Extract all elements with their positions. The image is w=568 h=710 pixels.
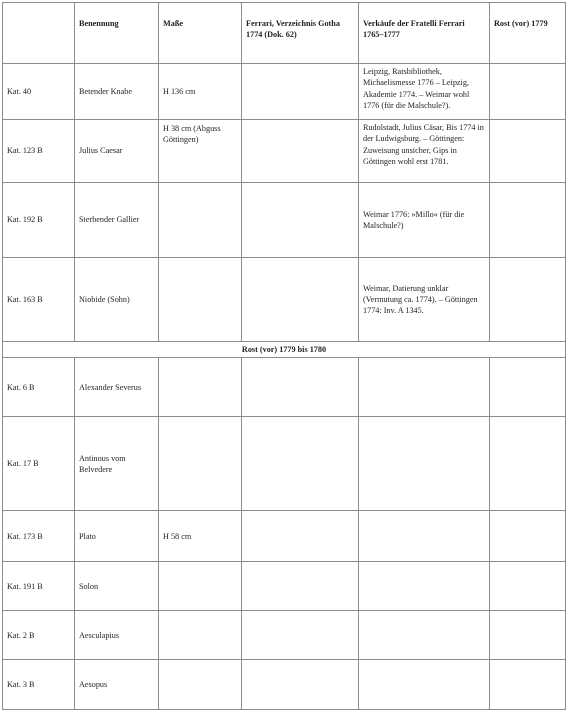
cell-kat: Kat. 17 B [3, 417, 75, 511]
cell-verkaeufe [359, 511, 490, 562]
cell-rost [490, 64, 566, 120]
header-ferrari: Ferrari, Verzeichnis Gotha 1774 (Dok. 62) [242, 3, 359, 64]
cell-ferrari [242, 120, 359, 183]
cell-ferrari [242, 64, 359, 120]
cell-name: Betender Knabe [75, 64, 159, 120]
cell-masse [159, 562, 242, 611]
cell-masse [159, 183, 242, 258]
cell-verkaeufe: Rudolstadt, Julius Cäsar, Bis 1774 in der Ludwigsburg. – Göttingen: Zuweisung unsicher, Gips in Göttingen wohl erst 1781. [359, 120, 490, 183]
cell-verkaeufe [359, 358, 490, 417]
cell-masse [159, 417, 242, 511]
cell-masse: H 136 cm [159, 64, 242, 120]
cell-masse [159, 358, 242, 417]
table-header [3, 3, 566, 64]
cell-masse [159, 611, 242, 660]
cell-rost [490, 511, 566, 562]
cell-name: Sterbender Gallier [75, 183, 159, 258]
cell-ferrari [242, 417, 359, 511]
header-verkaeufe: Verkäufe der Fratelli Ferrari 1765–1777 [359, 3, 490, 64]
cell-name: Alexander Severus [75, 358, 159, 417]
cell-verkaeufe: Leipzig, Ratsbibliothek, Michaelismesse 1776 – Leipzig, Akademie 1774. – Weimar wohl 1776 (für die Malschule?). [359, 64, 490, 120]
table-row [3, 611, 566, 660]
table-row [3, 417, 566, 511]
header-kat [3, 3, 75, 64]
cell-ferrari [242, 511, 359, 562]
cell-rost [490, 417, 566, 511]
cell-kat: Kat. 3 B [3, 660, 75, 710]
cell-name: Niobide (Sohn) [75, 258, 159, 342]
cell-verkaeufe [359, 660, 490, 710]
cell-kat: Kat. 163 B [3, 258, 75, 342]
section-row [3, 342, 566, 358]
cell-rost [490, 120, 566, 183]
table-row [3, 120, 566, 183]
table-row [3, 64, 566, 120]
cell-ferrari [242, 611, 359, 660]
cell-verkaeufe [359, 562, 490, 611]
cell-kat: Kat. 40 [3, 64, 75, 120]
cell-ferrari [242, 358, 359, 417]
table-row [3, 258, 566, 342]
table-row [3, 562, 566, 611]
cell-kat: Kat. 192 B [3, 183, 75, 258]
cell-verkaeufe [359, 611, 490, 660]
cell-kat: Kat. 2 B [3, 611, 75, 660]
header-row [3, 3, 566, 64]
header-masse: Maße [159, 3, 242, 64]
header-rost: Rost (vor) 1779 [490, 3, 566, 64]
cell-name: Antinous vom Belvedere [75, 417, 159, 511]
cell-kat: Kat. 6 B [3, 358, 75, 417]
table-row [3, 183, 566, 258]
cell-rost [490, 358, 566, 417]
cell-rost [490, 258, 566, 342]
cell-rost [490, 562, 566, 611]
cell-ferrari [242, 258, 359, 342]
cell-name: Aesopus [75, 660, 159, 710]
cell-masse [159, 258, 242, 342]
cell-masse: H 38 cm (Abguss Göttingen) [159, 120, 242, 183]
cell-ferrari [242, 660, 359, 710]
cell-ferrari [242, 183, 359, 258]
cell-name: Plato [75, 511, 159, 562]
table-row [3, 358, 566, 417]
cell-kat: Kat. 191 B [3, 562, 75, 611]
cell-name: Solon [75, 562, 159, 611]
cell-verkaeufe: Weimar 1776: »Millo« (für die Malschule?) [359, 183, 490, 258]
cell-masse [159, 660, 242, 710]
cell-verkaeufe [359, 417, 490, 511]
cell-verkaeufe: Weimar, Datierung unklar (Vermutung ca. 1774). – Göttingen 1774: Inv. A 1345. [359, 258, 490, 342]
table-row [3, 511, 566, 562]
section-heading: Rost (vor) 1779 bis 1780 [3, 342, 566, 358]
table-body [3, 64, 566, 710]
cell-rost [490, 611, 566, 660]
table-row [3, 660, 566, 710]
cell-kat: Kat. 173 B [3, 511, 75, 562]
cell-kat: Kat. 123 B [3, 120, 75, 183]
catalog-table-wrapper [2, 2, 566, 710]
header-benennung: Benennung [75, 3, 159, 64]
cell-name: Aesculapius [75, 611, 159, 660]
cell-ferrari [242, 562, 359, 611]
cell-rost [490, 183, 566, 258]
catalog-table [2, 2, 566, 710]
cell-rost [490, 660, 566, 710]
cell-name: Julius Caesar [75, 120, 159, 183]
cell-masse: H 58 cm [159, 511, 242, 562]
